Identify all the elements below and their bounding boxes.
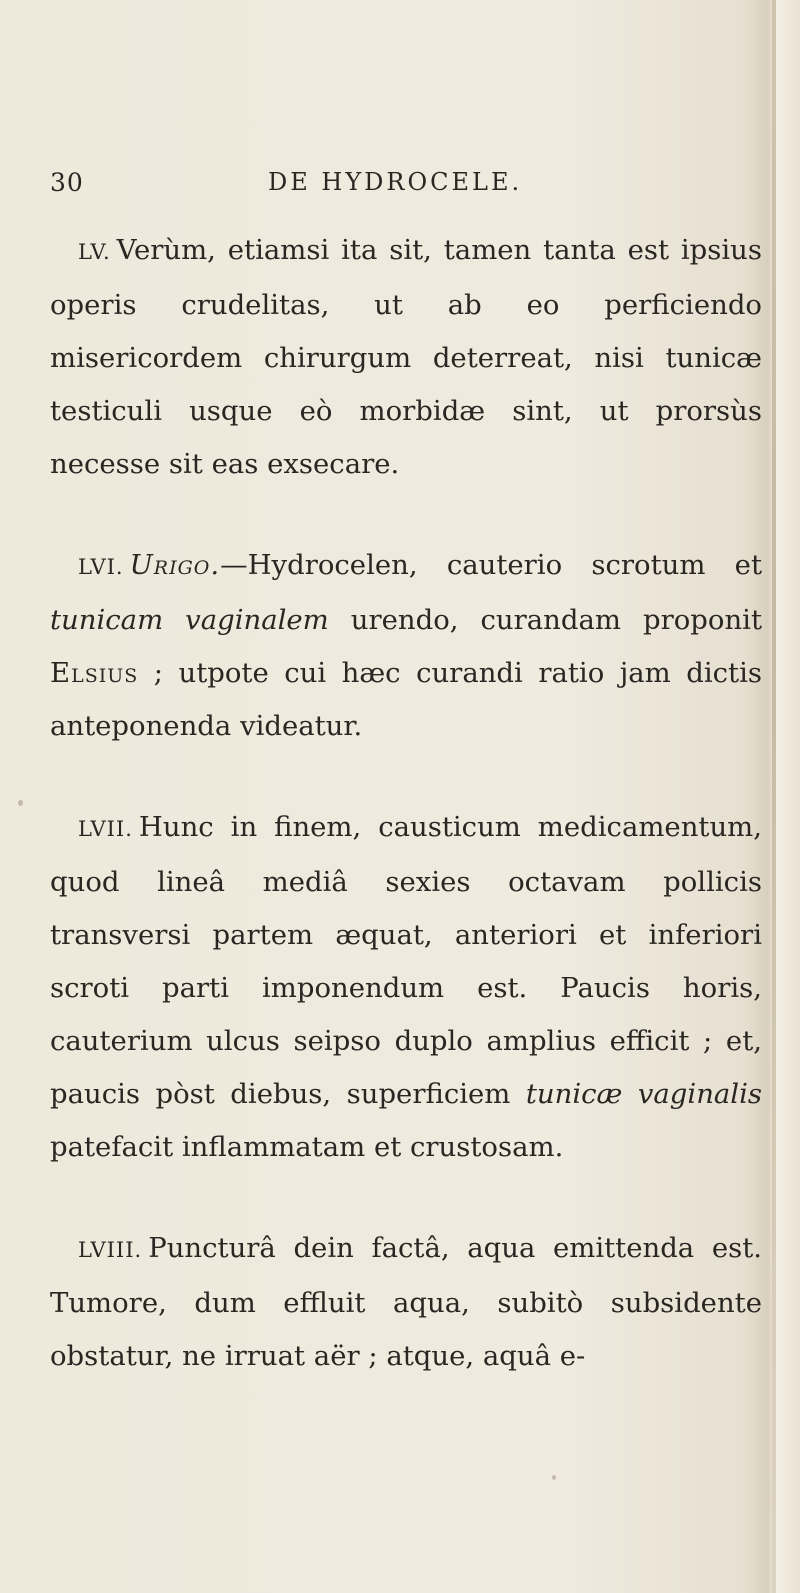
body-text	[50, 224, 762, 1383]
section-heading: Urigo.	[129, 549, 221, 581]
paper-stain	[18, 800, 23, 806]
paper-stain	[436, 1250, 439, 1253]
paragraph-lviii	[50, 1222, 762, 1383]
paragraph-text: Puncturâ dein factâ, aqua emittenda est. Tumore, dum effluit aqua, subitò subsidente obstatur, ne irruat aër ; atque, aquâ e-	[50, 1232, 762, 1372]
paragraph-lvi	[50, 539, 762, 753]
paragraph-lvii	[50, 801, 762, 1174]
section-number: LVIII.	[78, 1238, 143, 1262]
emphasis-text: tunicam vaginalem	[50, 604, 329, 636]
paragraph-text: Verùm, etiamsi ita sit, tamen tanta est ipsius operis crudelitas, ut ab eo perficiendo misericordem chirurgum deterreat, nisi tunicæ testiculi usque eò morbidæ sint, ut prorsùs necesse sit eas exsecare.	[50, 234, 762, 480]
paragraph-text: ; utpote cui hæc curandi ratio jam dictis anteponenda videatur.	[50, 657, 762, 742]
paragraph-text: urendo, curandam proponit	[328, 604, 763, 636]
paragraph-text: —Hydrocelen, cauterio scrotum et	[220, 549, 762, 581]
running-title: DE HYDROCELE.	[268, 168, 523, 196]
section-number: LVI.	[78, 555, 124, 579]
paragraph-lv	[50, 224, 762, 491]
paper-stain	[552, 1475, 556, 1480]
author-name: Elsius	[50, 657, 139, 689]
section-number: LV.	[78, 240, 111, 264]
emphasis-text: tunicæ vaginalis	[525, 1078, 762, 1110]
section-number: LVII.	[78, 817, 133, 841]
paragraph-text: Hunc in finem, causticum medicamentum, quod lineâ mediâ sexies octavam pollicis transversi partem æquat, anteriori et inferiori scroti parti imponendum est. Paucis horis, cauterium ulcus seipso duplo amplius efficit ; et, paucis pòst diebus, superficiem	[50, 811, 762, 1110]
page-header	[50, 168, 750, 202]
page-number: 30	[50, 168, 84, 197]
paragraph-text: patefacit inflammatam et crustosam.	[50, 1131, 564, 1163]
page-edge-shadow	[772, 0, 776, 1593]
